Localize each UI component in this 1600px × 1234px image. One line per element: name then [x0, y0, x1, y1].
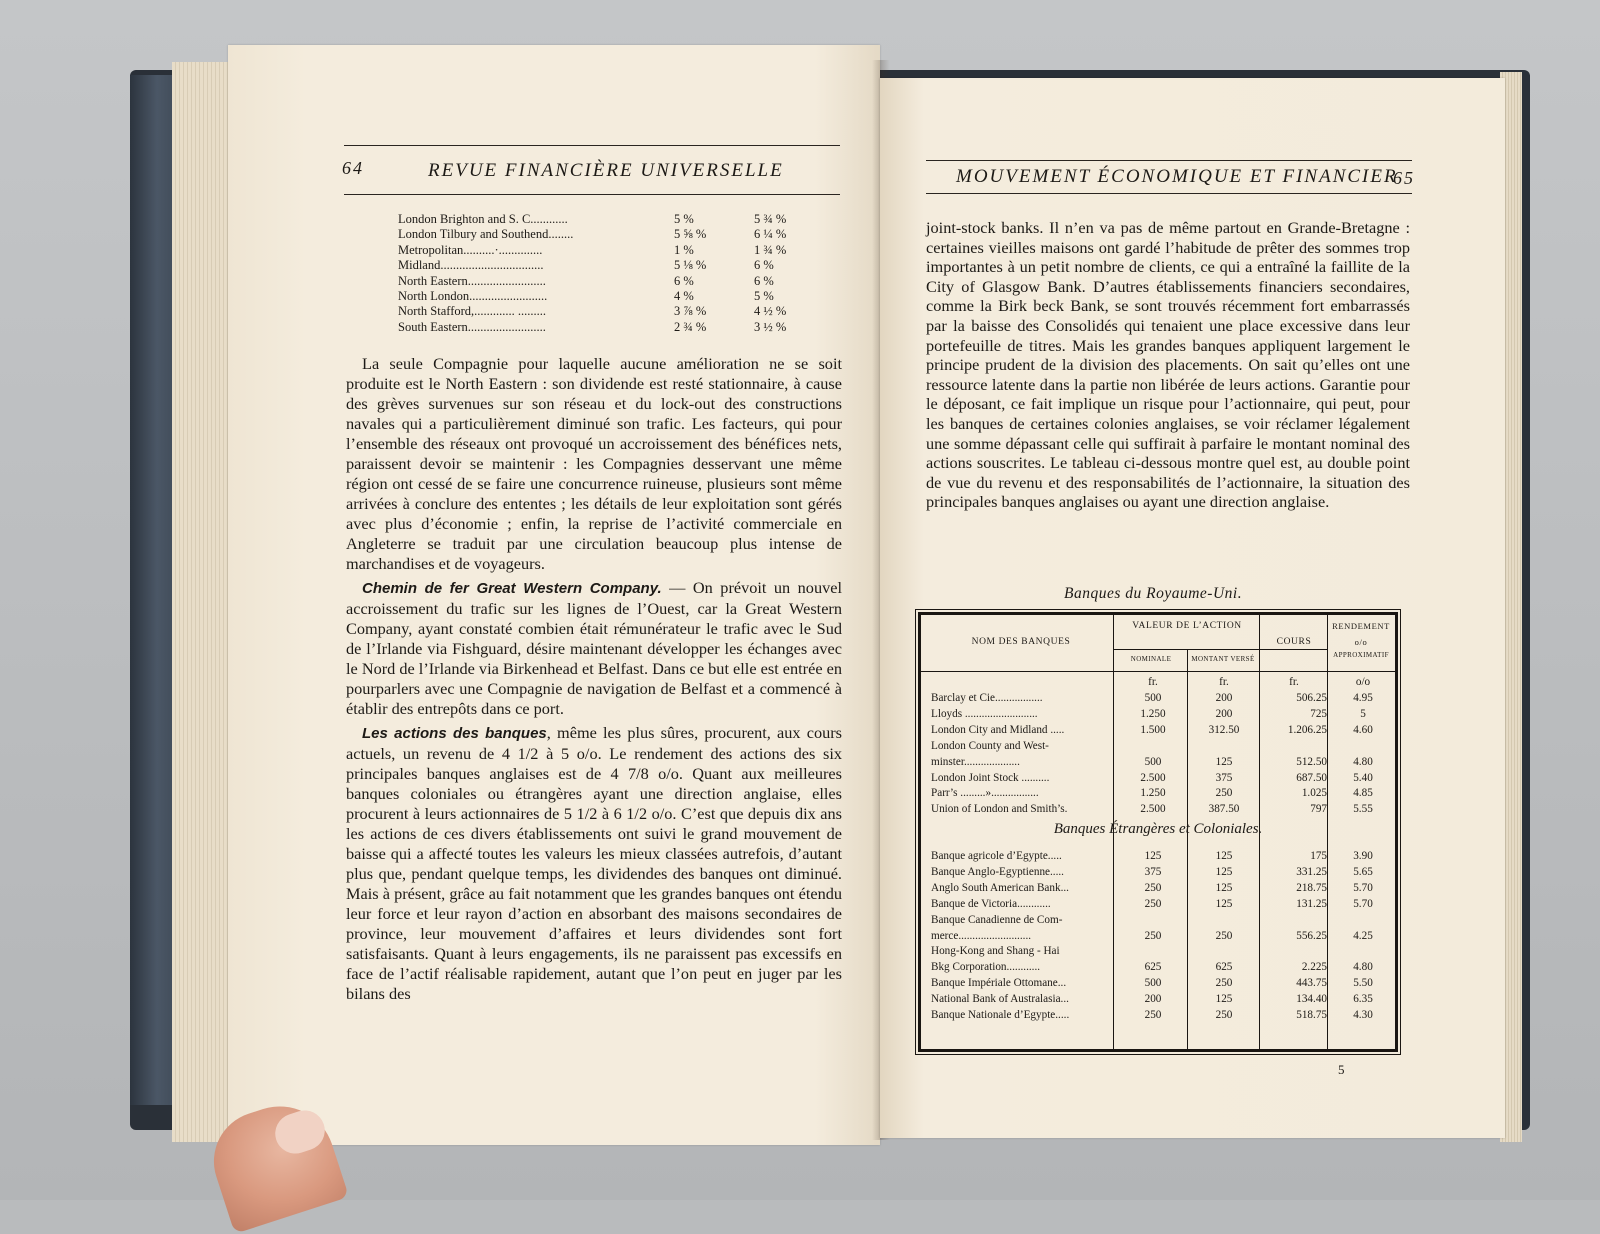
bank-ver: 125: [1215, 993, 1233, 1006]
bank-ver: 375: [1215, 771, 1233, 784]
header-nom-banques: NOM DES BANQUES: [971, 637, 1071, 647]
paragraph-great-western: Chemin de fer Great Western Company. — On prévoit un nouvel accroissement du trafic sur les lignes de l’Ouest, car la Great Western Company, ayant constaté combien était rémunérateur le trafic avec le Sud de l’Irlande via Fishguard, désire maintenant développer les échanges avec le Nord de l’Irlande via Birkenhead et Belfast. Dans ce but elle est entrée en pourparlers avec une Compagnie de navigation de Belfast et a commencé à établir des entrepôts dans ce port.: [346, 578, 842, 718]
railway-row: [398, 304, 808, 319]
header-rule-bottom: [344, 194, 840, 195]
bank-nom: 250: [1144, 897, 1162, 910]
bank-row: [921, 944, 1401, 960]
header-valeur-action: VALEUR DE L’ACTION: [1132, 621, 1242, 631]
railway-row: [398, 212, 808, 227]
bank-row: [921, 849, 1401, 865]
bank-cours: 218.75: [1296, 881, 1327, 894]
bank-cours: 1.025: [1301, 787, 1327, 800]
bank-nom: 1.250: [1140, 787, 1166, 800]
bank-rend: 5.70: [1353, 897, 1373, 910]
header-cours: COURS: [1276, 637, 1312, 647]
header-rule-top: [344, 145, 840, 146]
bank-name: London City and Midland .....: [931, 723, 1065, 736]
railway-name: North Eastern.........................: [398, 273, 546, 288]
railway-v1: 1 %: [674, 242, 694, 257]
bank-ver: 625: [1215, 961, 1233, 974]
railway-v1: 5 ⅛ %: [674, 258, 707, 273]
bank-rend: 4.25: [1353, 929, 1373, 942]
railway-name: South Eastern.........................: [398, 319, 546, 334]
bank-row: [921, 992, 1401, 1008]
bank-row: [921, 786, 1401, 802]
bank-row: [921, 691, 1401, 707]
bank-nom: 1.500: [1140, 723, 1166, 736]
bank-cours: 725: [1310, 707, 1327, 720]
paragraph-joint-stock: joint-stock banks. Il n’en va pas de même partout en Grande-Bretagne : certaines vieilles maisons ont gardé l’habitude de prêter des sommes trop importantes à un petit nombre de clients, ce qui a entraîné la faillite de la City of Glasgow Bank. D’autres établissements financiers secondaires, comme la Birk beck Bank, se sont trouvés récemment fort embarrassés par la baisse des Consolidés qui tenaient une place excessive dans leur portefeuille de titres. Mais les grandes banques appliquent largement le principe prudent de la division des placements. On sait qu’elles ont une ressource latente dans la partie non libérée de leurs actions. Garantie pour le déposant, ce fait implique un risque pour l’actionnaire, qui peut, pour les banques de certaines colonies anglaises, se voir réclamer légalement une somme dépassant celle qui suffirait à parfaire le montant nominal des actions souscrites. Le tableau ci-dessous montre quel est, au double point de vue du revenu et des responsabilités de l’actionnaire, la situation des principales banques anglaises ou ayant une direction anglaise.: [926, 218, 1410, 512]
bank-ver: 200: [1215, 692, 1233, 704]
bank-name: Banque Anglo-Egyptienne.....: [931, 865, 1064, 878]
table-subtitle-foreign: Banques Étrangères et Coloniales.: [1053, 821, 1263, 837]
bank-rend: 5.55: [1353, 803, 1373, 816]
bank-cours: 687.50: [1296, 771, 1327, 784]
paragraph-actions-banques: Les actions des banques, même les plus sûres, procurent, aux cours actuels, un revenu de 4 1/2 à 5 o/o. Le rendement des actions des six principales banques anglaises est de 4 7/8 o/o. Quant aux meilleures banques coloniales ou étrangères ayant une direction anglaise, elles procurent à leurs actionnaires de 5 1/2 à 6 1/2 o/o. C’est que depuis dix ans les actions de ces divers établissements ont suivi le grand mouvement de baisse qui a affecté toutes les valeurs les mieux classées autrefois, d’autant plus que, pendant quelque temps, les dividendes des banques ont diminué. Mais à présent, grâce au fait notamment que les grandes banques ont étendu leur force et leur rayon d’action en absorbant des maisons secondaires de province, leur mouvement d’affaires et leurs dividendes sont fort satisfaisants. Quant à leurs engagements, ils ne paraissent pas excessifs en face de l’actif réalisable rapidement, autant que l’on peut en juger par les bilans des: [346, 723, 843, 1003]
railway-name: Metropolitan..........·..............: [398, 242, 543, 257]
bank-row: [921, 755, 1401, 771]
bank-rend: 4.80: [1353, 961, 1373, 974]
bank-nom: 250: [1144, 1009, 1162, 1021]
bank-name: National Bank of Australasia...: [931, 993, 1069, 1006]
bank-ver: 250: [1215, 787, 1233, 800]
bank-nom: 375: [1144, 865, 1162, 878]
railway-v2: 3 ½ %: [754, 319, 787, 334]
bank-ver: 125: [1215, 850, 1233, 862]
header-nominale: NOMINALE: [1130, 655, 1172, 663]
bank-nom: 500: [1144, 977, 1162, 990]
railway-row: [398, 320, 808, 335]
header-approximatif: APPROXIMATIF: [1333, 651, 1389, 659]
railway-v2: 5 ¾ %: [754, 212, 787, 226]
railway-name: London Brighton and S. C............: [398, 212, 568, 226]
railway-name: North Stafford,............. .........: [398, 304, 547, 319]
bank-rend: 4.85: [1353, 787, 1373, 800]
bank-name: Parr’s .........».................: [931, 787, 1039, 800]
bank-cours: 2.225: [1301, 961, 1327, 974]
bank-row: [921, 771, 1401, 787]
signature-mark: 5: [1338, 1062, 1345, 1077]
bank-row: [921, 881, 1401, 897]
bank-nom: 200: [1144, 993, 1162, 1006]
railway-v1: 6 %: [674, 273, 694, 288]
bank-ver: 125: [1215, 865, 1233, 878]
railway-v2: 1 ¾ %: [754, 242, 787, 257]
bank-rend: 4.60: [1353, 723, 1373, 736]
bank-cours: 556.25: [1296, 929, 1327, 942]
bank-name: Banque Nationale d’Egypte.....: [931, 1009, 1070, 1021]
bank-row: [921, 723, 1401, 739]
bank-name: Banque Impériale Ottomane...: [931, 977, 1067, 990]
bank-ver: 312.50: [1208, 723, 1240, 736]
page-number-left: 64: [342, 158, 364, 178]
bank-row: [921, 865, 1401, 881]
bank-nom: 625: [1144, 961, 1162, 974]
header-rule-bottom-right: [926, 193, 1412, 194]
railway-v1: 4 %: [674, 289, 694, 304]
bank-ver: 125: [1215, 897, 1233, 910]
left-text-block: [346, 354, 842, 1004]
bank-name: Hong-Kong and Shang - Hai: [931, 945, 1060, 958]
header-rendement-pct: o/o: [1354, 637, 1368, 647]
bank-ver: 250: [1215, 929, 1233, 942]
bank-nom: 500: [1144, 755, 1162, 768]
bank-row: [921, 707, 1401, 723]
bank-ver: 250: [1215, 977, 1233, 990]
railway-v2: 5 %: [754, 289, 774, 304]
railway-v1: 2 ¾ %: [674, 319, 707, 334]
bank-table: [918, 612, 1398, 1052]
bank-nom: 2.500: [1140, 771, 1166, 784]
bank-name: Barclay et Cie.................: [931, 692, 1043, 704]
bank-name: London County and West-: [931, 739, 1049, 752]
railway-name: London Tilbury and Southend........: [398, 227, 574, 242]
bank-nom: 500: [1144, 692, 1162, 704]
bank-row: [921, 976, 1401, 992]
bank-row: [921, 960, 1401, 976]
railway-v2: 6 %: [754, 258, 774, 273]
bank-name: London Joint Stock ..........: [931, 771, 1050, 784]
bank-row: [921, 739, 1401, 755]
bank-name: Banque Canadienne de Com-: [931, 913, 1063, 926]
bank-ver: 125: [1215, 755, 1233, 768]
running-head-left: REVUE FINANCIÈRE UNIVERSELLE: [428, 160, 784, 181]
bank-row: [921, 1008, 1401, 1024]
bank-cours: 518.75: [1296, 1009, 1327, 1021]
railway-v1: 5 %: [674, 212, 694, 226]
bank-rend: 4.95: [1353, 692, 1373, 704]
bank-cours: 512.50: [1296, 755, 1327, 768]
bank-cours: 797: [1310, 803, 1327, 816]
header-rule-top-right: [926, 160, 1412, 161]
page-number-right: 65: [1393, 168, 1415, 188]
bank-nom: 1.250: [1140, 707, 1166, 720]
bank-row: [921, 802, 1401, 818]
railway-row: [398, 227, 808, 242]
bank-ver: 200: [1215, 707, 1233, 720]
header-montant-verse: MONTANT VERSÉ: [1191, 655, 1255, 663]
bank-name: Bkg Corporation............: [931, 961, 1041, 974]
bank-cours: 443.75: [1296, 977, 1327, 990]
running-head-right: MOUVEMENT ÉCONOMIQUE ET FINANCIER: [956, 166, 1398, 187]
bank-rend: 6.35: [1353, 993, 1373, 1006]
bank-rend: 5.40: [1353, 771, 1373, 784]
heading-great-western: Chemin de fer Great Western Company.: [362, 580, 662, 597]
railway-dividend-list: [398, 212, 808, 335]
bank-cours: 331.25: [1296, 865, 1327, 878]
bank-nom: 250: [1144, 881, 1162, 894]
railway-row: [398, 289, 808, 304]
railway-row: [398, 243, 808, 258]
bank-name: Banque de Victoria............: [931, 897, 1051, 910]
railway-row: [398, 258, 808, 273]
header-rendement: RENDEMENT: [1332, 621, 1390, 631]
railway-name: Midland.................................: [398, 258, 544, 273]
bank-row: [921, 897, 1401, 913]
bank-cours: 134.40: [1296, 993, 1327, 1006]
bank-nom: 125: [1144, 850, 1162, 862]
railway-v1: 5 ⅝ %: [674, 227, 707, 242]
bank-rend: 5.65: [1353, 865, 1373, 878]
bank-cours: 131.25: [1296, 897, 1327, 910]
bank-rend: 5.50: [1353, 977, 1373, 990]
bank-row: [921, 913, 1401, 929]
railway-v2: 4 ½ %: [754, 304, 787, 319]
bank-name: Union of London and Smith’s.: [931, 803, 1068, 816]
bank-rend: 5: [1360, 707, 1366, 720]
bank-name: Lloyds ..........................: [931, 707, 1038, 720]
railway-v1: 3 ⅞ %: [674, 304, 707, 319]
table-title-uk: Banques du Royaume-Uni.: [1064, 585, 1243, 602]
units-row: fr. fr. fr. o/o: [1148, 676, 1371, 688]
bank-rend: 4.30: [1353, 1009, 1373, 1021]
bank-ver: 387.50: [1208, 803, 1240, 816]
railway-name: North London.........................: [398, 289, 548, 304]
bank-name: merce..........................: [931, 929, 1032, 942]
bank-rend: 4.80: [1353, 755, 1373, 768]
bank-ver: 250: [1215, 1009, 1233, 1021]
railway-v2: 6 %: [754, 273, 774, 288]
railway-v2: 6 ¼ %: [754, 227, 787, 242]
bank-cours: 1.206.25: [1287, 723, 1327, 736]
bank-name: Anglo South American Bank...: [931, 881, 1069, 894]
right-text-block: [926, 218, 1410, 512]
railway-row: [398, 274, 808, 289]
bank-name: Banque agricole d’Egypte.....: [931, 850, 1062, 862]
bank-nom: 2.500: [1140, 803, 1166, 816]
bank-rend: 3.90: [1353, 850, 1373, 862]
heading-actions-banques: Les actions des banques: [362, 725, 547, 742]
bank-ver: 125: [1215, 881, 1233, 894]
bank-nom: 250: [1144, 929, 1162, 942]
paragraph-north-eastern: La seule Compagnie pour laquelle aucune amélioration ne se soit produite est le North Eastern : son dividende est resté stationnaire, à cause des grèves survenues sur son réseau et du lock-out des constructions navales qui a particulièrement diminué son trafic. Les facteurs, qui pour l’ensemble des réseaux ont provoqué un accroissement des bénéfices nets, paraissent devoir se maintenir : les Compagnies desservant une même région ont cessé de se faire une concurrence ruineuse, plusieurs sont même arrivées à conclure des ententes ; les détails de leur exploitation sont gérés avec plus d’économie ; enfin, la reprise de l’activité commerciale en Angleterre se traduit par une circulation beaucoup plus intense de marchandises et de voyageurs.: [346, 354, 842, 573]
bank-name: minster....................: [931, 755, 1020, 768]
bank-rend: 5.70: [1353, 881, 1373, 894]
bank-row: [921, 929, 1401, 945]
bank-cours: 506.25: [1296, 692, 1327, 704]
bank-cours: 175: [1310, 850, 1327, 862]
